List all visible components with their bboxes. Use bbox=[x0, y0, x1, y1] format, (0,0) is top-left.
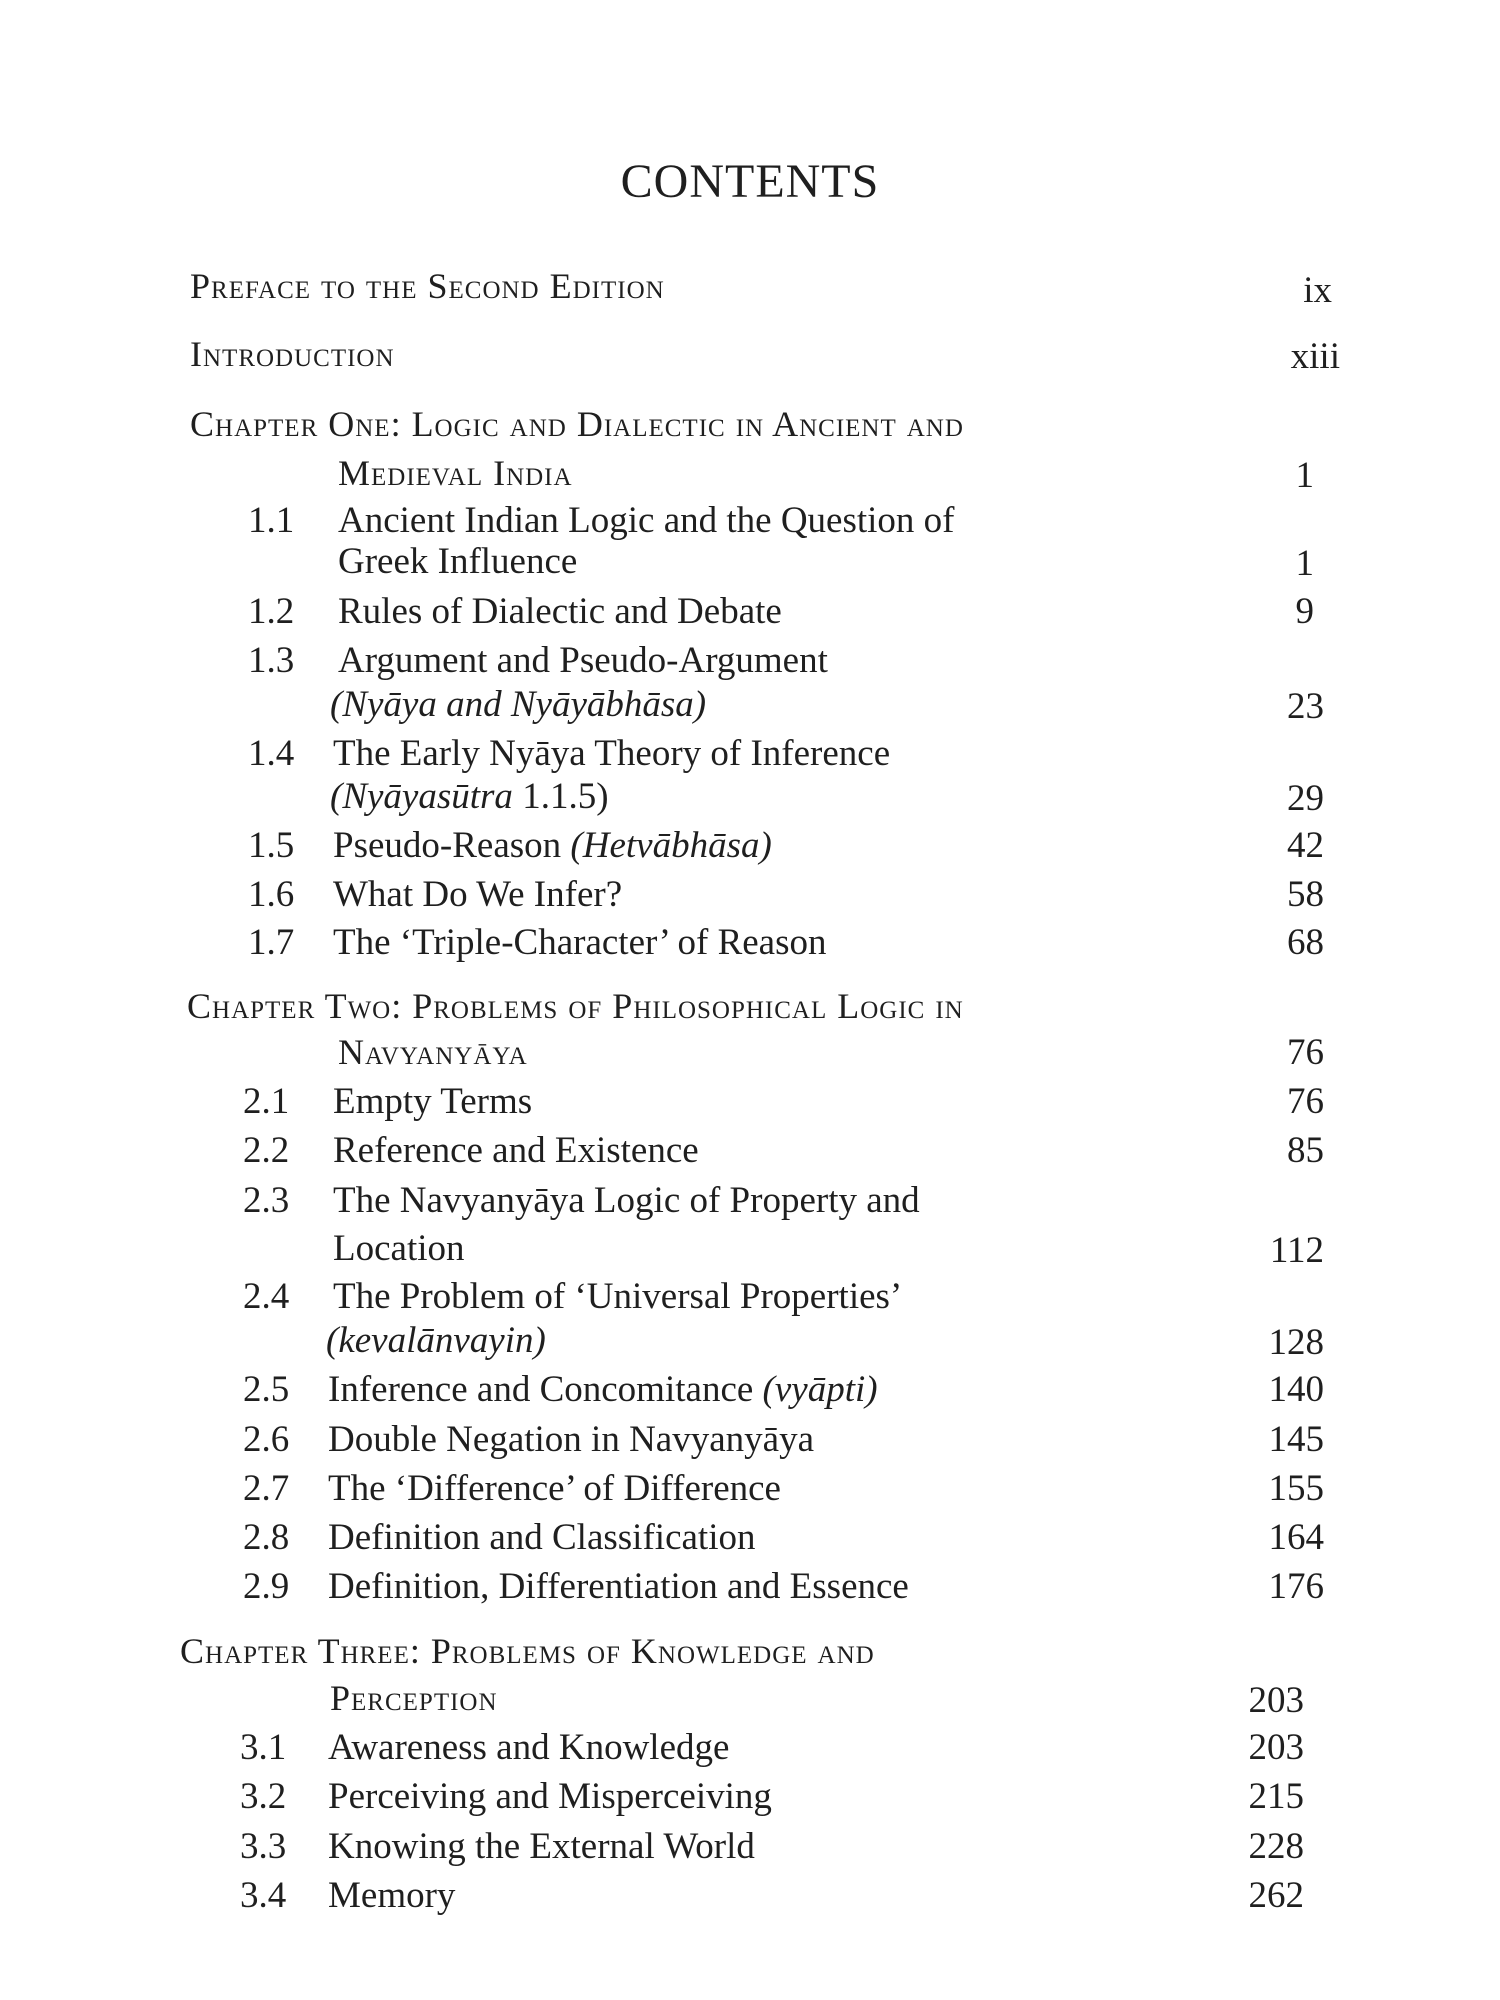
section-1-3-number: 1.3 bbox=[248, 640, 295, 681]
section-2-4-title-line2: (kevalānvayin) bbox=[326, 1320, 546, 1361]
page-title: CONTENTS bbox=[620, 155, 880, 208]
section-3-1-page: 203 bbox=[1248, 1727, 1304, 1768]
section-1-5-title bbox=[333, 827, 772, 864]
section-1-4-page: 29 bbox=[1287, 778, 1324, 819]
section-2-2-page: 85 bbox=[1287, 1130, 1324, 1171]
section-3-2-page: 215 bbox=[1248, 1776, 1304, 1817]
section-2-9-title: Definition, Differentiation and Essence bbox=[328, 1566, 909, 1607]
section-2-8-number: 2.8 bbox=[243, 1517, 290, 1558]
section-2-8-title: Definition and Classification bbox=[328, 1517, 756, 1558]
section-1-2-page: 9 bbox=[1295, 591, 1314, 632]
section-2-3-page: 112 bbox=[1269, 1230, 1324, 1271]
section-2-5-title-main: Inference and Concomitance bbox=[328, 1369, 763, 1410]
section-1-7-number: 1.7 bbox=[248, 922, 295, 963]
section-2-9-number: 2.9 bbox=[243, 1566, 290, 1607]
section-2-5-page: 140 bbox=[1268, 1369, 1324, 1410]
section-1-3-page: 23 bbox=[1287, 686, 1324, 727]
chapter-two-heading-line1: Chapter Two: Problems of Philosophical Logic in bbox=[187, 986, 964, 1026]
section-2-2-title: Reference and Existence bbox=[333, 1130, 699, 1171]
chapter-one-page: 1 bbox=[1295, 455, 1314, 496]
section-2-1-page: 76 bbox=[1287, 1081, 1324, 1122]
section-3-2-number: 3.2 bbox=[240, 1776, 287, 1817]
toc-entry-introduction-page: xiii bbox=[1290, 336, 1340, 377]
section-2-8-page: 164 bbox=[1268, 1517, 1324, 1558]
section-3-1-number: 3.1 bbox=[240, 1727, 287, 1768]
chapter-three-page: 203 bbox=[1248, 1680, 1304, 1721]
section-1-6-number: 1.6 bbox=[248, 874, 295, 915]
toc-entry-introduction-label: Introduction bbox=[190, 334, 395, 374]
section-1-5-number: 1.5 bbox=[248, 825, 295, 866]
section-1-3-title-line2: (Nyāya and Nyāyābhāsa) bbox=[330, 684, 707, 725]
section-1-4-title-line1: The Early Nyāya Theory of Inference bbox=[333, 733, 891, 774]
section-1-6-title: What Do We Infer? bbox=[333, 874, 623, 915]
section-2-3-title-line2: Location bbox=[333, 1228, 465, 1269]
section-3-4-title: Memory bbox=[328, 1875, 456, 1916]
section-1-4-number: 1.4 bbox=[248, 733, 295, 774]
section-1-1-number: 1.1 bbox=[248, 500, 295, 541]
section-1-7-page: 68 bbox=[1287, 922, 1324, 963]
section-3-2-title: Perceiving and Misperceiving bbox=[328, 1776, 772, 1817]
section-1-5-title-italic: (Hetvābhāsa) bbox=[570, 825, 772, 866]
section-1-2-number: 1.2 bbox=[248, 591, 295, 632]
section-2-3-title-line1: The Navyanyāya Logic of Property and bbox=[333, 1180, 920, 1221]
chapter-two-page: 76 bbox=[1287, 1032, 1324, 1073]
section-1-4-title-line2-rest: 1.1.5) bbox=[512, 776, 609, 817]
section-1-4-title-line2-italic: (Nyāyasūtra bbox=[330, 776, 513, 817]
section-1-1-page: 1 bbox=[1295, 543, 1314, 584]
section-2-6-page: 145 bbox=[1268, 1419, 1324, 1460]
section-2-4-page: 128 bbox=[1268, 1322, 1324, 1363]
section-2-5-number: 2.5 bbox=[243, 1369, 290, 1410]
section-2-5-title bbox=[328, 1371, 878, 1408]
section-2-9-page: 176 bbox=[1268, 1566, 1324, 1607]
section-3-3-page: 228 bbox=[1248, 1826, 1304, 1867]
toc-entry-preface-page: ix bbox=[1303, 270, 1332, 311]
toc-entry-preface-label: Preface to the Second Edition bbox=[190, 266, 665, 306]
section-1-2-title: Rules of Dialectic and Debate bbox=[338, 591, 782, 632]
section-2-2-number: 2.2 bbox=[243, 1130, 290, 1171]
section-2-7-title: The ‘Difference’ of Difference bbox=[328, 1468, 781, 1509]
section-2-6-number: 2.6 bbox=[243, 1419, 290, 1460]
section-2-4-number: 2.4 bbox=[243, 1276, 290, 1317]
section-1-5-title-main: Pseudo-Reason bbox=[333, 825, 571, 866]
chapter-three-heading-line2: Perception bbox=[330, 1678, 498, 1718]
section-3-4-page: 262 bbox=[1248, 1875, 1304, 1916]
section-1-5-page: 42 bbox=[1287, 825, 1324, 866]
section-1-7-title: The ‘Triple-Character’ of Reason bbox=[333, 922, 827, 963]
section-2-4-title-line1: The Problem of ‘Universal Properties’ bbox=[333, 1276, 903, 1317]
section-1-4-title-line2 bbox=[330, 778, 609, 815]
section-2-7-number: 2.7 bbox=[243, 1468, 290, 1509]
section-2-6-title: Double Negation in Navyanyāya bbox=[328, 1419, 814, 1460]
section-3-4-number: 3.4 bbox=[240, 1875, 287, 1916]
chapter-two-heading-line2: Navyanyāya bbox=[338, 1032, 528, 1072]
section-2-1-number: 2.1 bbox=[243, 1081, 290, 1122]
section-1-6-page: 58 bbox=[1287, 874, 1324, 915]
section-2-7-page: 155 bbox=[1268, 1468, 1324, 1509]
chapter-one-heading-line2: Medieval India bbox=[338, 453, 573, 493]
section-2-5-title-italic: (vyāpti) bbox=[762, 1369, 878, 1410]
section-3-3-title: Knowing the External World bbox=[328, 1826, 755, 1867]
chapter-one-heading-line1: Chapter One: Logic and Dialectic in Ancient and bbox=[190, 404, 964, 444]
section-1-1-title-line1: Ancient Indian Logic and the Question of bbox=[338, 500, 955, 541]
chapter-three-heading-line1: Chapter Three: Problems of Knowledge and bbox=[180, 1631, 875, 1671]
section-2-3-number: 2.3 bbox=[243, 1180, 290, 1221]
section-3-3-number: 3.3 bbox=[240, 1826, 287, 1867]
section-3-1-title: Awareness and Knowledge bbox=[328, 1727, 730, 1768]
section-1-3-title-line1: Argument and Pseudo-Argument bbox=[338, 640, 828, 681]
section-2-1-title: Empty Terms bbox=[333, 1081, 533, 1122]
section-1-1-title-line2: Greek Influence bbox=[338, 541, 578, 582]
